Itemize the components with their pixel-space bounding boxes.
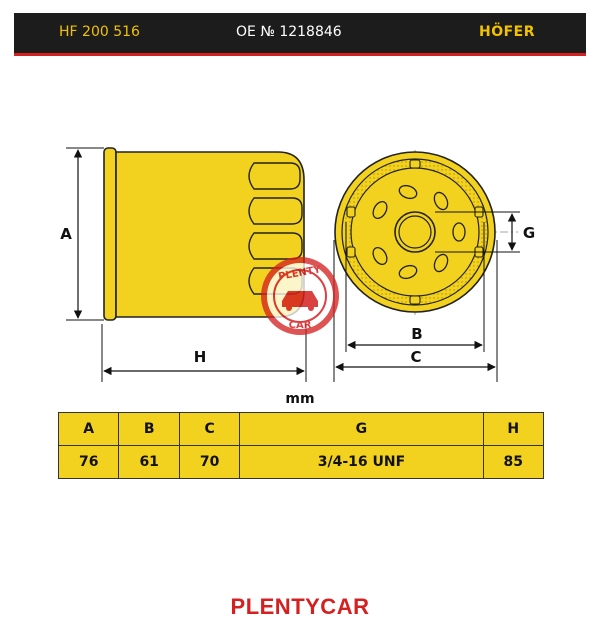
part-number: HF 200 516 [59,24,140,40]
value-cell-c: 70 [179,446,239,479]
dimension-a-label: A [60,225,72,243]
header-cell-b: B [119,413,179,446]
side-view [60,148,306,382]
header-cell-h: H [483,413,544,446]
header-cell-a: A [59,413,119,446]
dimension-h-label: H [193,348,207,366]
spec-value-row [59,446,544,479]
spec-header-row [59,413,544,446]
watermark-top-text: PLENTY [277,264,322,283]
footer-brand: PLENTYCAR [230,594,370,619]
dimension-b-label: B [411,325,423,343]
units-label: mm [285,391,315,407]
dimension-g-label: G [522,224,536,242]
value-cell-h: 85 [483,446,544,479]
oe-number: OE № 1218846 [236,24,342,40]
plentycar-watermark [264,260,336,332]
brand-logo: HÖFER [479,24,536,40]
dimension-c-label: C [410,348,422,366]
header-cell-c: C [179,413,239,446]
value-cell-b: 61 [119,446,179,479]
value-cell-g: 3/4-16 UNF [240,446,483,479]
top-view [334,150,535,382]
header-cell-g: G [240,413,483,446]
filter-base-plate [104,148,116,320]
car-icon [282,291,318,307]
value-cell-a: 76 [59,446,119,479]
center-thread-inner [399,216,431,248]
watermark-bottom-text: CAR [288,320,312,331]
spec-table [58,412,544,479]
